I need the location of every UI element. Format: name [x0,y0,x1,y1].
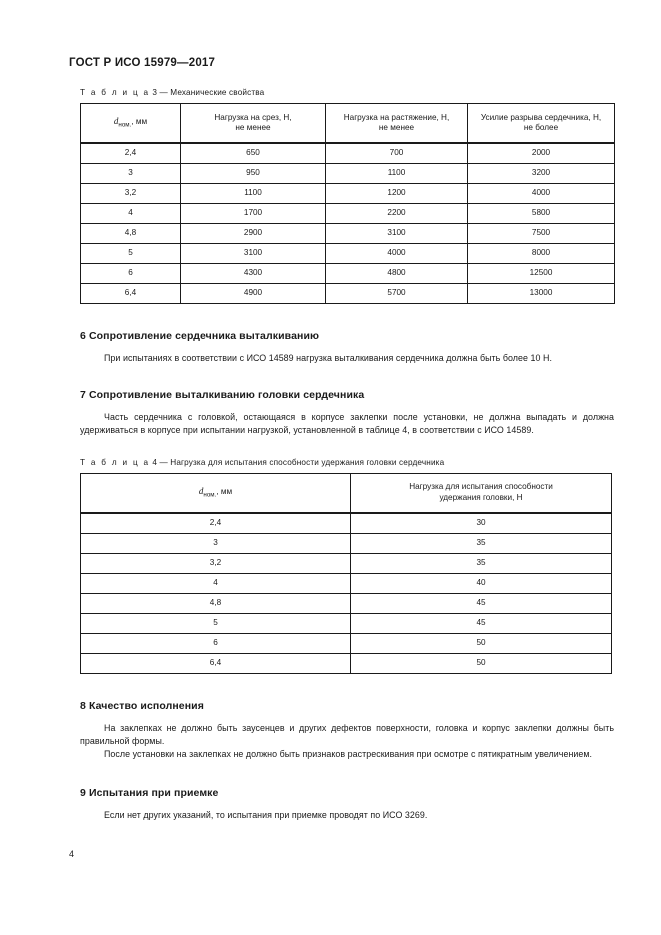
table3-dnom-unit: , мм [131,117,148,127]
table3-col-tensile-load-line1: Нагрузка на растяжение, Н, [343,112,450,122]
table3-cell-shear: 4900 [181,284,326,304]
table3-cell-tensile: 5700 [326,284,468,304]
section-6-heading: 6 Сопротивление сердечника выталкиванию [80,330,320,342]
table3-col-tensile-load-line2: не менее [378,123,415,132]
standard-header: ГОСТ Р ИСО 15979—2017 [69,57,216,69]
table4-head [81,473,612,513]
table4-col-retention-load-line1: Нагрузка для испытания способности [409,482,553,492]
table3-cell-dnom: 3,2 [81,184,181,204]
table4-body [81,513,612,674]
table4-cell-dnom: 6 [81,633,351,653]
table-row [81,284,615,304]
table3-cell-mandrel: 5800 [468,204,615,224]
table4-col-retention-load [351,473,612,513]
section-7-heading: 7 Сопротивление выталкиванию головки сердечника [80,389,365,402]
table3-col-shear-load-line2: не менее [235,123,271,132]
table-row [81,143,615,164]
table-row [81,164,615,184]
table3-cell-mandrel: 7500 [468,224,615,244]
table3-cell-shear: 2900 [181,224,326,244]
table4-dnom-subscript: ном. [203,491,217,499]
table4-dnom-unit: , мм [216,486,233,496]
table4-col-retention-load-line2: удержания головки, Н [439,492,523,502]
table3-cell-mandrel: 12500 [468,264,615,284]
section-8-paragraph-1: На заклепках не должно быть заусенцев и других дефектов поверхности, головка и корпус заклепки должны быть правильной формы. [80,722,614,746]
table3-cell-tensile: 2200 [326,204,468,224]
section-8 [80,700,614,762]
table-row [81,184,615,204]
section-7-paragraph: Часть сердечника с головкой, остающаяся в корпусе заклепки после установки, не должна выпадать и должна удерживаться в корпусе при испытании нагрузкой, установленной в таблице 4, в соответствии с ИСО 14589. [80,412,614,436]
table3-head [81,104,615,144]
table3-caption-dash: — [159,88,168,97]
table3-cell-tensile: 4000 [326,244,468,264]
table-row [81,264,615,284]
table-row [81,533,612,553]
table3-cell-dnom: 4 [81,204,181,224]
table3-cell-shear: 1700 [181,204,326,224]
section-6-paragraph: При испытаниях в соответствии с ИСО 14589 нагрузка выталкивания сердечника должна быть более 10 Н. [104,353,552,363]
table4-cell-dnom: 4 [81,573,351,593]
table4-cell-dnom: 6,4 [81,653,351,673]
table3-cell-mandrel: 2000 [468,143,615,164]
table3-cell-shear: 950 [181,164,326,184]
table3-dnom-symbol: d [113,116,119,127]
table3-cell-dnom: 6 [81,264,181,284]
table4-cell-load: 30 [351,513,612,534]
section-8-heading: 8 Качество исполнения [80,699,204,712]
table3-col-mandrel-break-line1: Усилие разрыва сердечника, Н, [480,112,602,122]
table3-col-shear-load-line1: Нагрузка на срез, Н, [214,112,292,122]
table4-cell-dnom: 5 [81,613,351,633]
table-row [81,553,612,573]
table3-cell-mandrel: 8000 [468,244,615,264]
table-row [81,613,612,633]
table4-cell-load: 35 [351,533,612,553]
table-row [81,244,615,264]
table-row [81,573,612,593]
table4-header-row [81,473,612,513]
table3-cell-tensile: 1200 [326,184,468,204]
table-row [81,513,612,534]
table3-cell-tensile: 700 [326,143,468,164]
table3-cell-dnom: 2,4 [81,143,181,164]
section-7 [80,389,614,437]
table4-caption [80,458,614,467]
table4-cell-load: 50 [351,633,612,653]
section-8-paragraph-2: После установки на заклепках не должно быть признаков растрескивания при осмотре с пятикратным увеличением. [104,749,593,760]
table-row [81,653,612,673]
table3-header-row [81,104,615,144]
section-6 [80,330,614,365]
table4-head-retention-load [80,473,612,674]
table3-caption-prefix: Т а б л и ц а [80,88,150,97]
table4-cell-dnom: 3 [81,533,351,553]
section-9-heading: 9 Испытания при приемке [80,787,219,800]
table3-mechanical-properties [80,103,615,304]
table3-cell-shear: 4300 [181,264,326,284]
table4-caption-number: 4 [152,457,158,467]
table3-cell-tensile: 4800 [326,264,468,284]
table3-col-dnom [81,104,181,144]
table3-col-tensile-load [326,104,468,144]
page-number: 4 [69,849,75,859]
table3-body [81,143,615,304]
table3-cell-shear: 650 [181,143,326,164]
table4-cell-dnom: 2,4 [81,513,351,534]
table3-cell-shear: 1100 [181,184,326,204]
table3-cell-dnom: 5 [81,244,181,264]
table3-cell-dnom: 6,4 [81,284,181,304]
table3-caption-title: Механические свойства [170,88,265,97]
table4-cell-load: 40 [351,573,612,593]
table4-col-dnom [81,473,351,513]
table3-cell-tensile: 3100 [326,224,468,244]
table4-cell-dnom: 4,8 [81,593,351,613]
table3-cell-mandrel: 3200 [468,164,615,184]
table4-cell-load: 45 [351,613,612,633]
table4-caption-dash: — [159,457,168,467]
table3-col-mandrel-break [468,104,615,144]
table3-caption-number: 3 [152,88,158,97]
table4-caption-title: Нагрузка для испытания способности удержания головки сердечника [170,457,445,467]
table3-cell-mandrel: 4000 [468,184,615,204]
table-row [81,224,615,244]
table3-cell-tensile: 1100 [326,164,468,184]
page-content [80,88,614,822]
table4-caption-prefix: Т а б л и ц а [80,457,150,467]
table4-cell-dnom: 3,2 [81,553,351,573]
table4-cell-load: 35 [351,553,612,573]
table3-caption [80,88,614,97]
table3-col-shear-load [181,104,326,144]
table3-dnom-subscript: ном. [118,121,132,129]
table4-cell-load: 50 [351,653,612,673]
table-row [81,593,612,613]
table3-cell-dnom: 4,8 [81,224,181,244]
section-9 [80,787,614,822]
table4-cell-load: 45 [351,593,612,613]
table3-cell-dnom: 3 [81,164,181,184]
table-row [81,633,612,653]
table4-dnom-symbol: d [198,485,204,496]
table3-cell-mandrel: 13000 [468,284,615,304]
table3-cell-shear: 3100 [181,244,326,264]
section-9-paragraph: Если нет других указаний, то испытания при приемке проводят по ИСО 3269. [104,810,428,821]
table-row [81,204,615,224]
table3-col-mandrel-break-line2: не более [523,123,559,132]
